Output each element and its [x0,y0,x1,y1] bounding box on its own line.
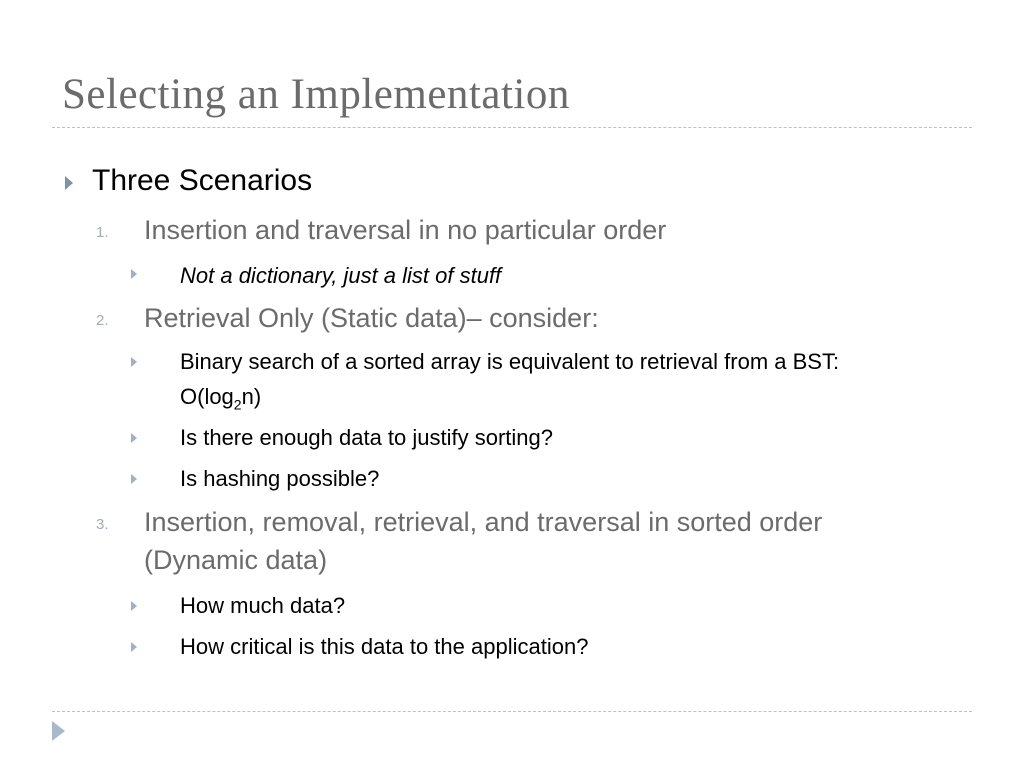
scenario-2-point-1-line-1: Binary search of a sorted array is equivalent to retrieval from a BST: [180,349,840,374]
main-bullet: Three Scenarios [92,164,313,197]
sub-bullet-icon [131,357,137,367]
footer-divider [52,711,972,712]
scenario-3-point-1: How much data? [180,593,346,618]
bullet-triangle-icon [65,176,73,190]
list-number-1: 1. [96,224,109,241]
scenario-3-point-2: How critical is this data to the application? [180,634,589,659]
sub-bullet-icon [131,269,137,279]
scenario-2-point-2: Is there enough data to justify sorting? [180,425,554,450]
sub-bullet-icon [131,474,137,484]
list-number-2: 2. [96,312,109,329]
scenario-2-point-1-line-2: $O(\log_2n)$ [180,384,262,413]
sub-bullet-icon [131,433,137,443]
scenario-3-text-line-2: (Dynamic data) [144,545,328,575]
scenario-2-point-3: Is hashing possible? [180,466,380,491]
scenario-1-point-1: Not a dictionary, just a list of stuff [180,263,502,288]
title-divider [52,127,972,128]
list-number-3: 3. [96,516,109,533]
slide-title: Selecting an Implementation [62,71,570,118]
sub-bullet-icon [131,601,137,611]
scenario-2-text: Retrieval Only (Static data)– consider: [144,303,599,333]
sub-bullet-icon [131,642,137,652]
scenario-1-text: Insertion and traversal in no particular order [144,215,667,245]
next-slide-triangle-icon[interactable] [52,721,65,741]
scenario-3-text-line-1: Insertion, removal, retrieval, and traversal in sorted order [144,507,823,537]
